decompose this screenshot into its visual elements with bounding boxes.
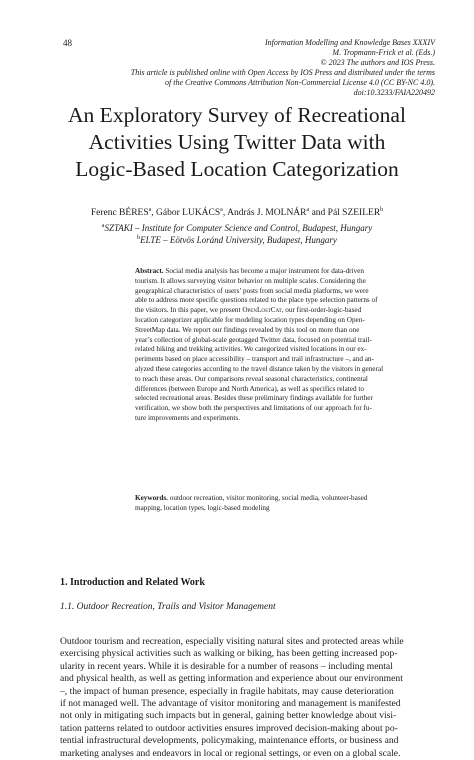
affiliation-mark: b [137,235,141,241]
body-line: tation patterns related to outdoor activities ensures improved decision-making about po- [60,722,398,734]
keywords [135,494,380,514]
author-name: Gábor LUKÁCS [156,208,221,218]
body-line: exercising physical activities such as walking or biking, has been getting increased pop- [60,648,398,660]
author-affiliation-mark: a [220,206,223,213]
abstract-line: to reach these areas. Our comparisons reveal seasonal characteristics, continental [135,374,368,383]
abstract-line: Social media analysis has become a major instrument for data-driven [163,267,364,275]
body-line: marketing analyses and endeavors in local or regional settings, or even on a global scale. [60,747,401,759]
body-line: and physical health, as well as getting information and experience about our environment [60,673,403,685]
author-separator: and [309,208,328,218]
header-line: M. Tropmann-Frick et al. (Eds.) [332,48,435,57]
author-list [0,207,474,219]
title-line: Activities Using Twitter Data with [88,130,386,154]
body-line: Outdoor tourism and recreation, especially visiting natural sites and protected areas while [60,636,404,647]
abstract-line: periments based on place accessibility – transport and trail infrastructure –, and an- [135,355,374,364]
abstract-line: the visitors. In this paper, we present [135,306,243,315]
abstract-line: verification, we show both the perspectives and limitations of our approach for fu- [135,404,372,413]
abstract-line: alyzed these categories according to the travel distance taken by the visitors in general [135,364,384,373]
header-line: © 2023 The authors and IOS Press. [320,58,435,67]
title-line: Logic-Based Location Categorization [75,157,399,181]
abstract-line: able to address more specific questions related to the place type selection patterns of [135,296,378,305]
author-affiliation-mark: a [306,206,310,213]
affiliation-text: ELTE – Eötvös Loránd University, Budapest, Hungary [140,235,337,245]
header-line: of the Creative Commons Attribution Non-Commercial License 4.0 (CC BY-NC 4.0). [165,78,435,87]
abstract-line: location categorizer applicable for modeling location types depending on Open- [135,315,365,324]
author-separator: , [151,208,157,218]
affiliation [0,234,474,246]
affiliation-list [0,222,474,246]
author-separator: , [222,208,228,218]
author-name: András J. MOLNÁR [227,208,307,218]
paper-title [0,102,474,183]
author-name: Pál SZEILER [327,208,381,218]
section-heading: 1. Introduction and Related Work [60,577,205,588]
abstract-label: Abstract. [135,267,164,275]
keywords-line: outdoor recreation, visitor monitoring, social media, volunteer-based [167,494,368,502]
abstract-line: ture improvements and experiments. [135,413,240,422]
body-line: not only in mitigating such impacts but in general, gaining better knowledge about visi- [60,710,397,722]
affiliation-text: SZTAKI – Institute for Computer Science and Control, Budapest, Hungary [104,223,373,233]
title-line: An Exploratory Survey of Recreational [68,103,406,127]
affiliation [0,222,474,234]
body-paragraph [60,636,438,760]
body-line: if not managed well. The advantage of visitor monitoring and management is manifested [60,698,401,710]
abstract [135,267,384,424]
keywords-label: Keywords. [135,494,168,502]
body-line: tential infrastructural developments, policymaking, maintenance efforts, or business and [60,735,399,747]
author-affiliation-mark: a [148,206,152,213]
affiliation-mark: a [101,223,105,229]
body-line: ularity in recent years. While it is desirable for a number of reasons – including mental [60,660,393,672]
author-affiliation-mark: b [380,206,384,213]
abstract-line: tourism. It allows surveying visitor behavior on multiple scales. Considering the [135,276,366,285]
keywords-line: mapping, location types, logic-based modeling [135,503,270,512]
header-line: This article is published online with Open Access by IOS Press and distributed under the terms [130,68,435,77]
abstract-line: selected recreational areas. Besides these preliminary findings available for further [135,394,373,403]
abstract-line: related hiking and trekking activities. We categorized visited locations in our ex- [135,345,367,354]
abstract-line: year’s collection of global-scale geotagged Twitter data, focused on potential trail- [135,335,372,344]
abstract-line: , our first-order-logic-based [281,306,362,315]
publication-header [55,38,435,98]
body-line: –, the impact of human presence, especially in fragile habitats, may cause deterioration [60,685,394,697]
abstract-line: StreetMap data. We report our findings revealed by this tool on more than one [135,325,360,334]
page-number: 48 [63,38,72,48]
header-line: Information Modelling and Knowledge Bases XXXIV [265,38,435,47]
abstract-line: differences (between Europe and North America), as well as specifics related to [135,384,364,393]
author-name: Ferenc BÉRES [90,208,149,218]
abstract-line: geographical characteristics of users’ posts from social media platforms, we were [135,286,369,295]
product-name: OpenLostCat [242,306,282,315]
subsection-heading: 1.1. Outdoor Recreation, Trails and Visitor Management [60,602,276,612]
header-line: doi:10.3233/FAIA220492 [353,88,435,97]
